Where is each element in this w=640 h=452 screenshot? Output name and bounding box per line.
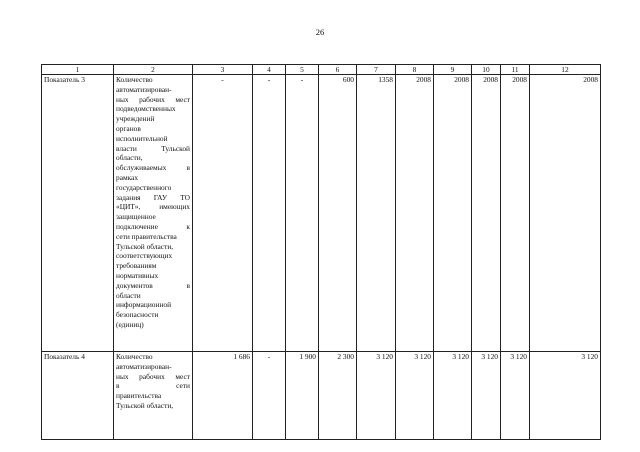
value-cell-col-5: 1 900 xyxy=(286,352,319,440)
description-line: задания ГАУ ТО xyxy=(116,192,190,202)
indicator-name: Показатель 4 xyxy=(42,352,114,440)
description-line: документов в xyxy=(116,280,190,290)
indicator-description xyxy=(114,352,193,440)
description-line: Тульской области, xyxy=(116,400,174,410)
column-header-8: 8 xyxy=(396,65,434,75)
description-line: Количество xyxy=(116,75,153,84)
value-cell-col-4: - xyxy=(253,352,286,440)
description-line: ных рабочих мест xyxy=(116,94,190,104)
description-line: безопасности xyxy=(116,310,159,320)
description-line: соответствующих xyxy=(116,251,173,261)
value-cell-col-10: 2008 xyxy=(472,75,501,352)
value-cell-col-8: 2008 xyxy=(396,75,434,352)
column-header-10: 10 xyxy=(472,65,501,75)
description-line: информационной xyxy=(116,300,172,310)
description-line: Количество xyxy=(116,352,153,361)
value-cell-col-11: 3 120 xyxy=(501,352,530,440)
value-cell-col-4: - xyxy=(253,75,286,352)
description-line: защищенное xyxy=(116,212,156,222)
table-row xyxy=(42,352,601,440)
description-line: автоматизирован- xyxy=(116,84,172,94)
description-line: ных рабочих мест xyxy=(116,371,190,381)
description-line: учреждений xyxy=(116,114,155,124)
value-cell-col-6: 2 300 xyxy=(319,352,357,440)
description-line: исполнительной xyxy=(116,133,168,143)
description-line: государственного xyxy=(116,182,172,192)
value-cell-col-9: 2008 xyxy=(434,75,472,352)
table-header-row xyxy=(42,65,601,75)
value-cell-col-3: - xyxy=(193,75,253,352)
description-line: органов xyxy=(116,123,141,133)
column-header-6: 6 xyxy=(319,65,357,75)
value-cell-col-12: 3 120 xyxy=(530,352,601,440)
column-header-3: 3 xyxy=(193,65,253,75)
description-line: правительства xyxy=(116,391,162,401)
description-line: нормативных xyxy=(116,270,159,280)
indicator-description xyxy=(114,75,193,352)
description-line: автоматизирован- xyxy=(116,361,172,371)
description-line: «ЦИТ», имеющих xyxy=(116,202,190,212)
column-header-12: 12 xyxy=(530,65,601,75)
value-cell-col-6: 600 xyxy=(319,75,357,352)
description-line: подключение к xyxy=(116,221,190,231)
value-cell-col-12: 2008 xyxy=(530,75,601,352)
value-cell-col-7: 1358 xyxy=(357,75,396,352)
indicator-table xyxy=(41,64,601,440)
description-line: области xyxy=(116,290,141,300)
column-header-4: 4 xyxy=(253,65,286,75)
description-line: обслуживаемых в xyxy=(116,163,190,173)
column-header-7: 7 xyxy=(357,65,396,75)
description-line: области, xyxy=(116,153,143,163)
value-cell-col-3: 1 686 xyxy=(193,352,253,440)
description-line: требованиям xyxy=(116,261,157,271)
column-header-2: 2 xyxy=(114,65,193,75)
page-number: 26 xyxy=(315,27,325,37)
value-cell-col-7: 3 120 xyxy=(357,352,396,440)
column-header-9: 9 xyxy=(434,65,472,75)
column-header-5: 5 xyxy=(286,65,319,75)
description-line: сети правительства xyxy=(116,231,177,241)
description-line: Тульской области, xyxy=(116,241,174,251)
description-line: в сети xyxy=(116,381,190,391)
description-line: подведомственных xyxy=(116,104,176,114)
value-cell-col-10: 3 120 xyxy=(472,352,501,440)
description-line: власти Тульской xyxy=(116,143,190,153)
column-header-11: 11 xyxy=(501,65,530,75)
table-row xyxy=(42,75,601,352)
indicator-name: Показатель 3 xyxy=(42,75,114,352)
description-line: рамках xyxy=(116,172,139,182)
column-header-1: 1 xyxy=(42,65,114,75)
value-cell-col-9: 3 120 xyxy=(434,352,472,440)
value-cell-col-8: 3 120 xyxy=(396,352,434,440)
description-line: (единиц) xyxy=(116,319,144,329)
value-cell-col-11: 2008 xyxy=(501,75,530,352)
value-cell-col-5: - xyxy=(286,75,319,352)
